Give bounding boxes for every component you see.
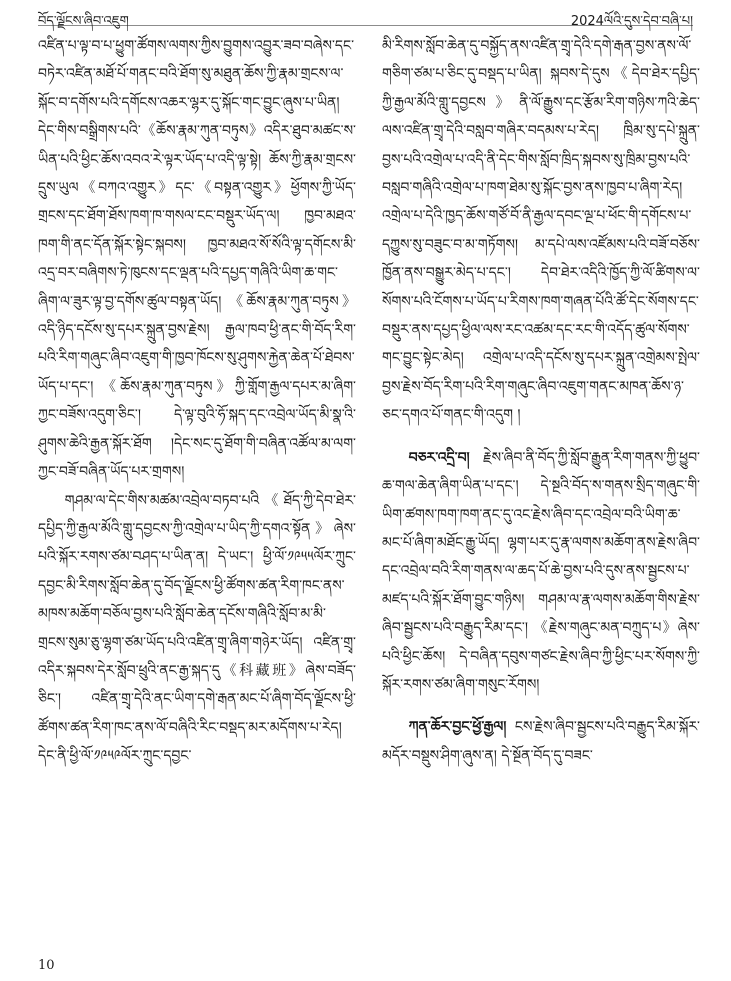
issue-label: 2024ལོའི་དུས་དེབ་བཞི་པ། [570, 14, 693, 29]
interview-question [382, 444, 700, 700]
paragraph: འཛིན་པ་ལྟ་བ་པ་ཕྱུག་ཚོགས་ལགས་ཀྱིས་བྱུགས་འབྱུར་ཟབ་བཞེས་དང་བཏེར་འཛིན་མཐོ་པོ་གནང་བའི་ཐོག་སུ་མཐུན་ཆོས་ཀྱི་རྣམ་གྲངས་ལ་སྐོང་བ་དགོས་པའི་དགོངས་འཆར་ལྷར་དུ་སྐོང་གང་བྱུང་ཞུས་པ་ཡིན། དེང་གིས་བསྒྲིགས་པའི་《ཆོས་རྣམ་ཀུན་བཏུས》འདིར་ཐུབ་མཚང་ས་ཡིན་པའི་ཕྱིང་ཆོས་འབའ་རེ་ལྟར་ཡོད་པ་འདི་ལྟ་སྟེ། ཆོས་ཀྱི་རྣམ་གྲངས་དྲུས་ཡུལ《བཀའ་འགྱུར》དང་《བསྟན་འགྱུར》ཕྱོགས་ཀྱི་ཡོད་གྲངས་དང་ཐོག་ཐོས་ཁག་ཁ་གསལ་ངང་བསྡུར་ཡོད་ལ། ཁྱབ་མཐའ་ཁག་གི་ནང་དོན་སྐོར་སྟེང་སྐབས། ཁྱབ་མཐའ་སོ་སོའི་ལྟ་དགོངས་མི་འདྲ་བར་བཞིགས་ཏེ་ཁུངས་དང་ལྡན་པའི་དཔྱད་གཞིའི་ཡིག་ཆ་གང་ཞིག་ལ་ཟུར་ལྟ་བྱ་དགོས་ཚུལ་བསྟན་ཡོད། 《ཆོས་རྣམ་ཀུན་བཏུས》འདི་ཉིད་དངོས་སུ་དཔར་སྐྲུན་བྱས་རྗེས། རྒྱལ་ཁབ་ཕྱི་ནང་གི་བོད་རིག་པའི་རིག་གཞུང་ཞིབ་འཇུག་གི་ཁྱབ་ཁོངས་སུ་ཤུགས་རྐྱེན་ཆེན་པོ་ཐེབས་ཡོད་པ་དང་། 《ཆོས་རྣམ་ཀུན་བཏུས》ཀྱི་གློག་རྒྱལ་དཔར་མ་ཞིག་ཀྱང་བཟོས་འདུག་ཅིང་། དེ་ལྟ་བུའི་ཧོ་སྐད་དང་འབྲེལ་ཡོད་མི་སྣ་འི་ཤུགས་ཆེའི་རྒྱན་སྐོར་ཐོག །དེང་སང་དུ་ཐོག་གི་བཞིན་འཚོལ་མ་ལག་ཀྱང་བཟོ་བཞིན་ཡོད་པར་གྲགས། [38, 38, 356, 481]
spacer [382, 699, 700, 713]
paragraph: མི་རིགས་སློབ་ཆེན་དུ་བསྐྱོད་ནས་འཛིན་གྲྭ་དེའི་དགེ་རྒན་བྱས་ནས་ལོ་གཅིག་ཙམ་པ་ཅིང་དུ་བསྡད་པ་ཡིན། སྐབས་དེ་དུས《དེབ་ཐེར་དཔྱིད་ཀྱི་རྒྱལ་མོའི་གླུ་དབྱངས》ནི་ལོ་རྒྱུས་དང་རྩོམ་རིག་གཉིས་ཀའི་ཆེད་ལས་འཛིན་གྲྭ་དེའི་བསླབ་གཞིར་བདམས་པ་རེད། ཁྲིམ་སུ་དཔེ་སྐྲུན་བྱས་པའི་འགྲེལ་པ་འདི་ནི་དེང་གིས་སློབ་ཁྲིད་སྐབས་སུ་ཁྲིམ་བྱས་པའི་བསླབ་གཞིའི་འགྲེལ་པ་ཁག་ཐེམ་སུ་སྐོང་བྱས་ནས་ཁྱབ་པ་ཞིག་རེད། འགྲེལ་པ་དེའི་ཁྱད་ཆོས་གཙོ་བོ་ནི་རྒྱལ་དབང་ལྔ་པ་ཕོང་གི་དགོངས་པ་དཀྱུས་སུ་བཟུང་བ་མ་གཏོགས། མ་དཔེ་ལས་འཛོམས་པའི་བཟོ་བཅོས་ཁྱོན་ནས་བསྒྱུར་མེད་པ་དང་། དེབ་ཐེར་འདིའི་ཁྱོད་ཀྱི་ལོ་ཚིགས་ལ་སོགས་པའི་ངོགས་པ་ཡོད་པ་རིགས་ཁག་གཞན་པོའི་ཚོ་དེང་སོགས་དང་བསྡུར་ནས་དཔྱད་ཕྱིལ་ལས་རང་འཚམ་དང་རང་གི་འདོད་ཚུལ་སོགས་གང་བྱུང་སྟེང་མེད། འགྲེལ་པ་འདི་དངོས་སུ་དཔར་སྐྲུན་འགྲེམས་སྤེལ་བྱས་རྗེས་བོད་རིག་པའི་རིག་གཞུང་ཞིབ་འཇུག་གནང་མཁན་ཆོས་ཉ་ཅང་དགའ་པོ་གནང་གི་འདུག ། [382, 38, 700, 424]
question-text: རྗེས་ཞིབ་ནི་བོད་ཀྱི་སློབ་རྒྱུན་རིག་གནས་ཀྱི་ཕྱུབ་ཆ་གལ་ཆེན་ཞིག་ཡིན་པ་དང་། དེ་སྔའི་བོད་ས་གནས་སྲིད་གཞུང་གི་ཡིག་ཚགས་ཁག་ཁག་ནང་དུ་འང་རྗེས་ཞིབ་དང་འབྲེལ་བའི་ཡིག་ཆ་མང་པོ་ཞིག་མཐོང་རྒྱུ་ཡོད། ལྷག་པར་དུ་རྣ་ལགས་མཆོག་ནས་རྗེས་ཞིབ་དང་འབྲེལ་བའི་རིག་གནས་ལ་ཆད་པོ་ཆེ་བྱས་པའི་དུས་ནས་སྦྱངས་པ་མཛད་པའི་སྐོར་ཐོག་བྱུང་གཉིས། གཤམ་ལ་རྣ་ལགས་མཆོག་གིས་རྗེས་ཞིབ་སྦྱངས་པའི་བརྒྱུད་རིམ་དང་། 《རྗེས་གཞུང་མན་བཀྲུད་པ》ཞེས་པའི་ཕྱིང་ཆོས། དེ་བཞིན་དབུས་གཙང་རྗེས་ཞིབ་ཀྱི་ཕྱིང་པར་སོགས་ཀྱི་སྐོར་རགས་ཙམ་ཞིག་གསུང་རོགས། [382, 449, 700, 693]
left-column [38, 32, 356, 950]
interview-answer [382, 713, 700, 770]
speaker-label: ཀན་ཆོར་བྱང་ཕྱོ་རྒྱལ། [408, 719, 507, 736]
right-column [382, 32, 700, 950]
paragraph: གཤམ་ལ་དེང་གིས་མཚམ་འབྲེལ་བཏབ་པའི《ཐོད་ཀྱི་དེབ་ཐེར་དཔྱིད་ཀྱི་རྒྱལ་མོའི་གླུ་དབྱངས་ཀྱི་འགྲེལ་པ་ཡིད་ཀྱི་དགའ་སྟོན》ཞེས་པའི་སྐོར་རགས་ཙམ་བཤད་པ་ཡིན་ན། དེ་ཡང་། ཕྱི་ལོ་༡༩༥༥ལོར་ཀྲུང་དབྱང་མི་རིགས་སློབ་ཆེན་དུ་བོད་ལྗོངས་ཕྱི་ཚོགས་ཚན་རིག་ཁང་ནས་མཁས་མཆོག་བཅོལ་བྱས་པའི་སློབ་ཆེན་དངོས་གཞིའི་སློབ་མ་མི་གྲངས་སུམ་ཅུ་ལྷག་ཙམ་ཡོད་པའི་འཛིན་གྲྭ་ཞིག་གཉེར་ཡོད། འཛིན་གྲྭ་འདིར་སྐབས་དེར་སློབ་ཕྲུའི་ནང་རྒྱ་སྐད་དུ《科藏班》ཞེས་བཟོད་ཅིང་། འཛིན་གྲྭ་དེའི་ནང་ཡིག་དགེ་རྒན་མང་པོ་ཞིག་བོད་ལྗོངས་ཕྱི་ཚོགས་ཚན་རིག་ཁང་ནས་ལོ་བཞིའི་རིང་བསྡད་མར་མདོགས་པ་རེད། དེང་ནི་ཕྱི་ལོ་༡༩༥༩ལོར་ཀྲུང་དབྱང་ [38, 492, 356, 765]
running-header [38, 4, 693, 29]
journal-title: བོད་ལྗོངས་ཞིབ་འཇུག [38, 14, 129, 29]
page-number: 10 [38, 958, 55, 973]
speaker-label: བཅར་འདྲི་བ། [408, 449, 470, 466]
answer-text: ངས་རྗེས་ཞིབ་སྦྱངས་པའི་བརྒྱུད་རིམ་སྐོར་མདོར་བསྡུས་ཤིག་ཞུས་ན། དེ་སྔོན་བོད་དུ་བཟང་ [382, 719, 700, 764]
spacer [382, 430, 700, 444]
